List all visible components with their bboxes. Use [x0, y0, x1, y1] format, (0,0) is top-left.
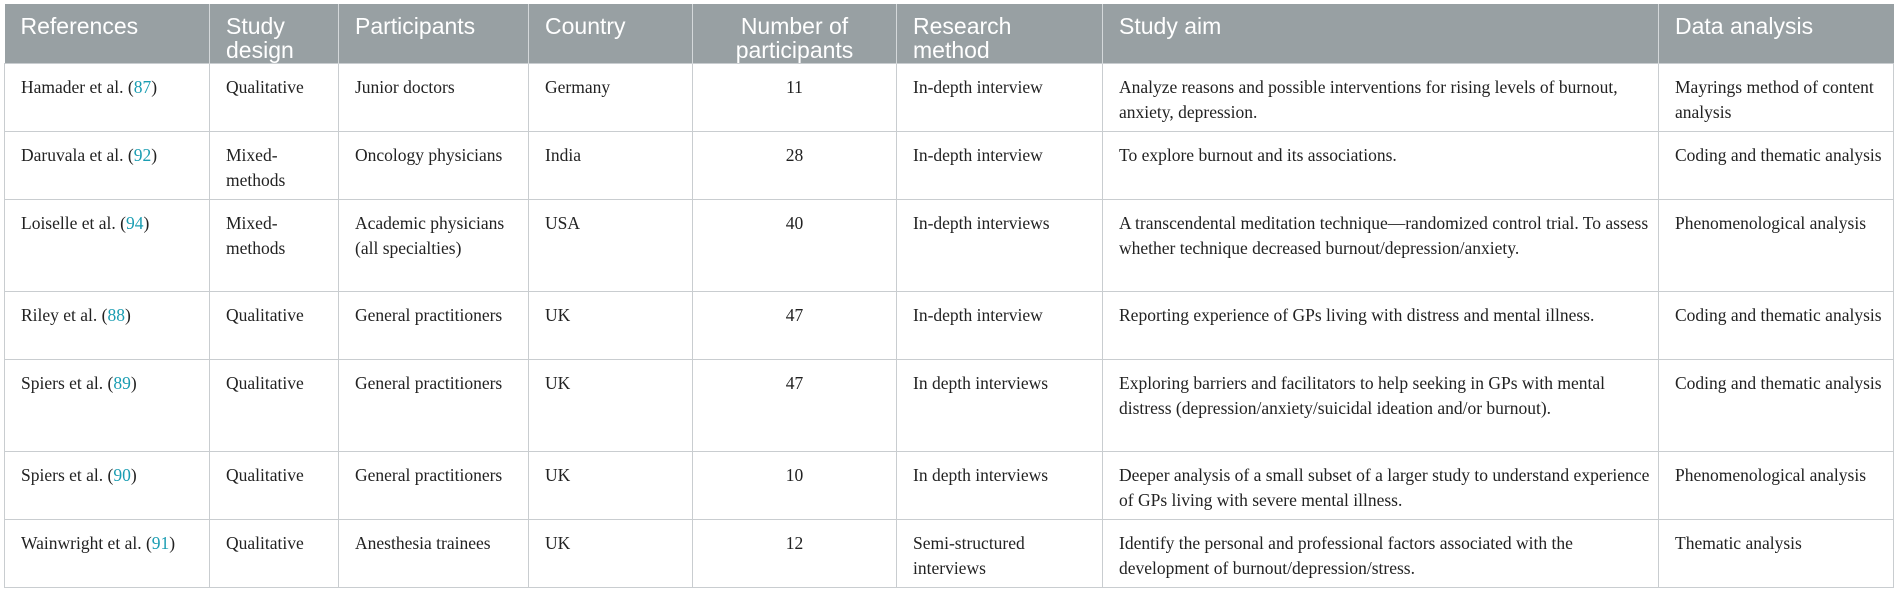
- table-row: [5, 63, 1894, 131]
- country-cell: UK: [529, 519, 693, 587]
- table-row: [5, 131, 1894, 199]
- table-row: [5, 451, 1894, 519]
- number-cell: 12: [693, 519, 897, 587]
- analysis-cell: Coding and thematic analysis: [1659, 291, 1894, 359]
- aim-cell: Analyze reasons and possible interventions for rising levels of burnout, anxiety, depression.: [1103, 63, 1659, 131]
- number-cell: 28: [693, 131, 897, 199]
- citation-link[interactable]: 94: [125, 212, 144, 233]
- header-number-of-participants: Number of participants: [693, 4, 897, 63]
- number-cell: 47: [693, 359, 897, 451]
- country-cell: UK: [529, 451, 693, 519]
- citation-link[interactable]: 87: [133, 76, 152, 97]
- reference-close: ): [169, 532, 176, 553]
- study-design-cell: Qualitative: [210, 519, 339, 587]
- reference-cell: [5, 451, 210, 519]
- participants-cell: Anesthesia trainees: [339, 519, 529, 587]
- number-cell: 47: [693, 291, 897, 359]
- method-cell: In depth interviews: [897, 359, 1103, 451]
- reference-close: ): [130, 464, 137, 485]
- reference-author: Wainwright et al. (: [21, 532, 152, 553]
- aim-cell: Exploring barriers and facilitators to help seeking in GPs with mental distress (depression/anxiety/suicidal ideation and/or burnout).: [1103, 359, 1659, 451]
- analysis-cell: Phenomenological analysis: [1659, 451, 1894, 519]
- citation-link[interactable]: 88: [107, 304, 126, 325]
- participants-cell: Academic physicians (all specialties): [339, 199, 529, 291]
- aim-cell: Identify the personal and professional factors associated with the development of burnout/depression/stress.: [1103, 519, 1659, 587]
- method-cell: Semi-structured interviews: [897, 519, 1103, 587]
- analysis-cell: Coding and thematic analysis: [1659, 359, 1894, 451]
- citation-link[interactable]: 92: [133, 144, 152, 165]
- method-cell: In-depth interview: [897, 63, 1103, 131]
- aim-cell: Reporting experience of GPs living with distress and mental illness.: [1103, 291, 1659, 359]
- analysis-cell: Mayrings method of content analysis: [1659, 63, 1894, 131]
- reference-author: Riley et al. (: [21, 304, 108, 325]
- citation-link[interactable]: 91: [151, 532, 170, 553]
- table-row: [5, 291, 1894, 359]
- studies-table: [4, 4, 1894, 588]
- header-study-design: Study design: [210, 4, 339, 63]
- reference-author: Spiers et al. (: [21, 464, 114, 485]
- reference-author: Loiselle et al. (: [21, 212, 126, 233]
- reference-cell: [5, 199, 210, 291]
- reference-cell: [5, 131, 210, 199]
- citation-link[interactable]: 90: [113, 464, 131, 485]
- reference-close: ): [151, 76, 158, 97]
- number-cell: 40: [693, 199, 897, 291]
- number-cell: 11: [693, 63, 897, 131]
- study-design-cell: Qualitative: [210, 451, 339, 519]
- reference-author: Hamader et al. (: [21, 76, 134, 97]
- header-references: References: [5, 4, 210, 63]
- country-cell: UK: [529, 291, 693, 359]
- aim-cell: Deeper analysis of a small subset of a larger study to understand experience of GPs living with severe mental illness.: [1103, 451, 1659, 519]
- study-design-cell: Qualitative: [210, 291, 339, 359]
- method-cell: In-depth interview: [897, 291, 1103, 359]
- method-cell: In depth interviews: [897, 451, 1103, 519]
- header-data-analysis: Data analysis: [1659, 4, 1894, 63]
- method-cell: In-depth interview: [897, 131, 1103, 199]
- analysis-cell: Coding and thematic analysis: [1659, 131, 1894, 199]
- header-country: Country: [529, 4, 693, 63]
- country-cell: UK: [529, 359, 693, 451]
- table-row: [5, 199, 1894, 291]
- aim-cell: A transcendental meditation technique—randomized control trial. To assess whether technique decreased burnout/depression/anxiety.: [1103, 199, 1659, 291]
- reference-close: ): [130, 372, 137, 393]
- country-cell: USA: [529, 199, 693, 291]
- study-design-cell: Qualitative: [210, 63, 339, 131]
- country-cell: Germany: [529, 63, 693, 131]
- header-research-method: Research method: [897, 4, 1103, 63]
- reference-close: ): [151, 144, 158, 165]
- reference-cell: [5, 63, 210, 131]
- header-participants: Participants: [339, 4, 529, 63]
- study-design-cell: Mixed-methods: [210, 199, 339, 291]
- reference-cell: [5, 519, 210, 587]
- participants-cell: Junior doctors: [339, 63, 529, 131]
- number-cell: 10: [693, 451, 897, 519]
- table-header-row: [5, 4, 1894, 63]
- table-row: [5, 519, 1894, 587]
- participants-cell: General practitioners: [339, 451, 529, 519]
- analysis-cell: Phenomenological analysis: [1659, 199, 1894, 291]
- reference-cell: [5, 359, 210, 451]
- reference-close: ): [143, 212, 150, 233]
- method-cell: In-depth interviews: [897, 199, 1103, 291]
- studies-table-container: [4, 4, 1893, 588]
- citation-link[interactable]: 89: [113, 372, 131, 393]
- study-design-cell: Mixed-methods: [210, 131, 339, 199]
- analysis-cell: Thematic analysis: [1659, 519, 1894, 587]
- country-cell: India: [529, 131, 693, 199]
- reference-cell: [5, 291, 210, 359]
- reference-author: Spiers et al. (: [21, 372, 114, 393]
- table-row: [5, 359, 1894, 451]
- participants-cell: General practitioners: [339, 359, 529, 451]
- header-study-aim: Study aim: [1103, 4, 1659, 63]
- participants-cell: Oncology physicians: [339, 131, 529, 199]
- reference-close: ): [125, 304, 131, 325]
- study-design-cell: Qualitative: [210, 359, 339, 451]
- participants-cell: General practitioners: [339, 291, 529, 359]
- aim-cell: To explore burnout and its associations.: [1103, 131, 1659, 199]
- reference-author: Daruvala et al. (: [21, 144, 134, 165]
